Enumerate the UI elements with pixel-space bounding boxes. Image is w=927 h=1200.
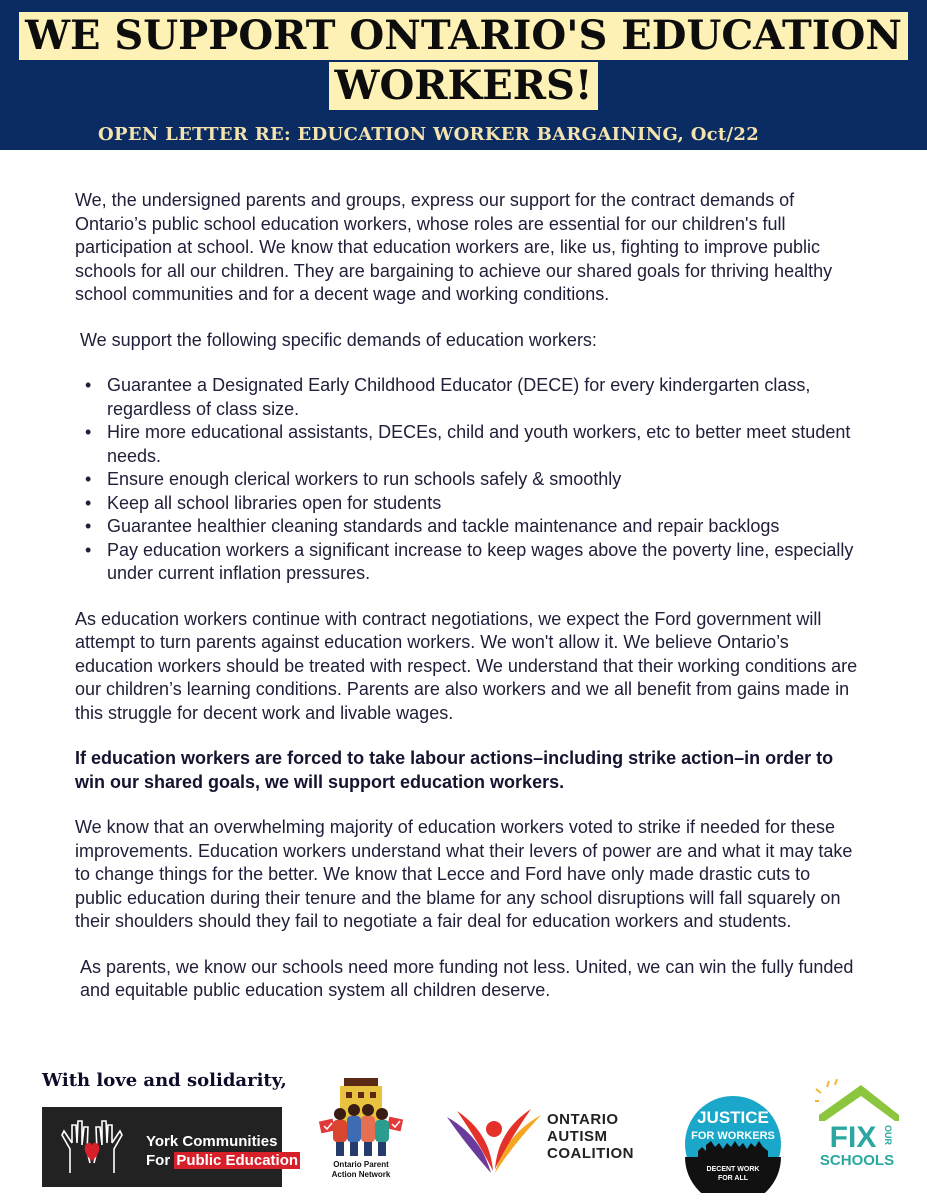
jfw-decent-work: DECENT WORK <box>706 1166 760 1173</box>
paragraph-funding: As parents, we know our schools need more funding not less. United, we can win the fully funded and equitable public education system all children deserve. <box>80 956 854 1000</box>
paragraph-negotiations: As education workers continue with contract negotiations, we expect the Ford government will attempt to turn parents against education workers. We won't allow it. We believe Ontario’s education workers should be treated with respect. We understand that their working conditions are our children’s learning conditions. Parents are also workers and we all benefit from gains made in this struggle for decent work and livable wages. <box>75 608 858 723</box>
oac-name-line2: AUTISM <box>547 1128 608 1145</box>
fos-our: OUR <box>883 1125 893 1145</box>
demands-list <box>75 374 860 586</box>
oac-name <box>547 1111 634 1162</box>
title-line-1: WE SUPPORT ONTARIO'S EDUCATION <box>19 12 908 60</box>
paragraph-support: We, the undersigned parents and groups, express our support for the contract demands of Ontario’s public school education workers, whose roles are essential for our children's full participation at school. We know that education workers are, like us, fighting to improve public schools for all our children. They are bargaining to achieve our shared goals for thriving healthy school communities and for a decent wage and working conditions. <box>75 190 833 304</box>
demand-item: • Guarantee healthier cleaning standards and tackle maintenance and repair backlogs <box>107 515 860 539</box>
opan-logo <box>316 1076 406 1186</box>
demand-item: • Hire more educational assistants, DECEs, child and youth workers, etc to better meet student needs. <box>107 421 860 468</box>
demand-item: • Pay education workers a significant increase to keep wages above the poverty line, especially under current inflation pressures. <box>107 539 860 586</box>
demand-item: • Guarantee a Designated Early Childhood Educator (DECE) for every kindergarten class, regardless of class size. <box>107 374 860 421</box>
oac-name-line1: ONTARIO <box>547 1111 619 1128</box>
header-banner <box>0 0 927 150</box>
subtitle: OPEN LETTER RE: EDUCATION WORKER BARGAINING, Oct/22 <box>98 124 760 145</box>
opan-name-line1: Ontario Parent <box>333 1160 389 1169</box>
school-family-icon <box>316 1076 406 1160</box>
demand-item: • Ensure enough clerical workers to run schools safely & smoothly <box>107 468 860 492</box>
letter-body <box>75 189 860 1025</box>
ycpe-logo <box>42 1107 299 1187</box>
autism-figure-icon <box>445 1103 543 1178</box>
demands-intro: We support the following specific demands of education workers: <box>80 329 597 350</box>
demand-item: • Keep all school libraries open for students <box>107 492 860 516</box>
title-line-2: WORKERS! <box>329 62 599 110</box>
justice-for-workers-logo <box>684 1095 782 1193</box>
jfw-for-all: FOR ALL <box>717 1175 749 1182</box>
ycpe-public-education: Public Education <box>176 1152 299 1169</box>
ycpe-name-line2 <box>146 1152 300 1169</box>
ycpe-name-line1: York Communities <box>146 1133 278 1150</box>
paragraph-strike-support: If education workers are forced to take labour actions–including strike action–in order to win our shared goals, we will support education workers. <box>75 748 834 792</box>
opan-name <box>316 1160 406 1180</box>
jfw-justice: JUSTICE <box>697 1108 769 1127</box>
opan-name-line2: Action Network <box>331 1170 391 1179</box>
ycpe-for: For <box>146 1152 175 1169</box>
jfw-for-workers: FOR WORKERS <box>691 1130 775 1142</box>
fos-schools: SCHOOLS <box>819 1152 895 1169</box>
oac-logo <box>445 1103 645 1178</box>
oac-name-line3: COALITION <box>547 1145 634 1162</box>
signoff: With love and solidarity, <box>42 1070 287 1091</box>
fix-our-schools-logo <box>815 1079 900 1177</box>
fos-fix: FIX <box>829 1121 877 1154</box>
page-title <box>0 12 927 112</box>
paragraph-strike-vote: We know that an overwhelming majority of education workers voted to strike if needed for these improvements. Education workers understand what their levers of power are and what it may take to change things for the better. We know that Lecce and Ford have only made drastic cuts to public education during their tenure and the blame for any school disruptions will fall squarely on their shoulders should they fail to negotiate a fair deal for education workers and students. <box>75 817 853 931</box>
heart-hands-icon <box>50 1115 134 1179</box>
